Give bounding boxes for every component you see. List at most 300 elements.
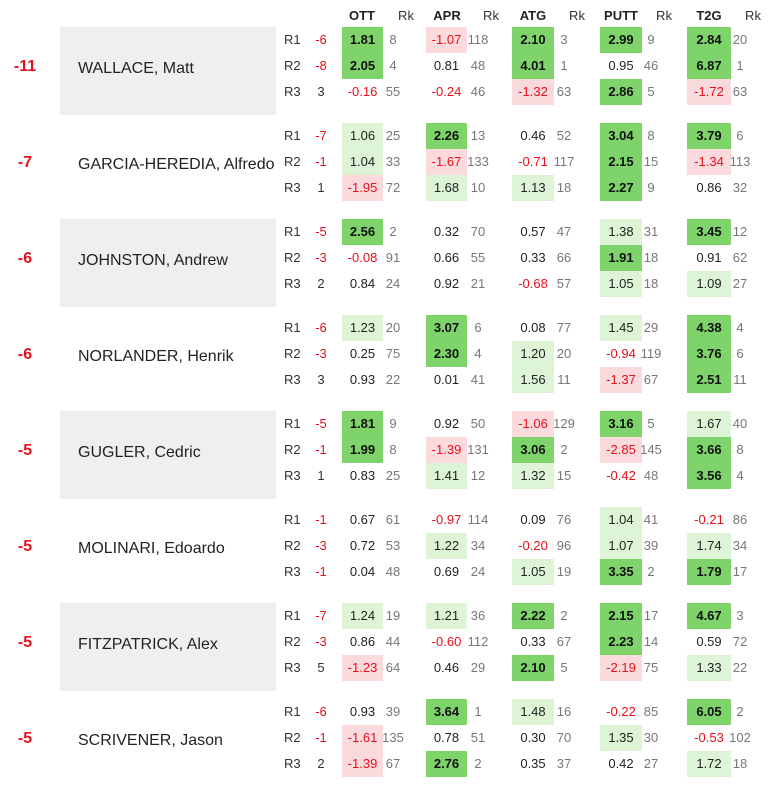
atg-rank: 76 — [556, 512, 572, 527]
t2g-value: 2.84 — [687, 27, 731, 53]
ott-rank: 135 — [382, 730, 404, 745]
apr-value: -1.67 — [426, 149, 467, 175]
round-row — [276, 629, 776, 655]
player-total-score: -7 — [17, 154, 33, 171]
apr-rank: 48 — [470, 58, 486, 73]
t2g-value: 1.33 — [687, 655, 731, 681]
apr-rank: 2 — [474, 756, 482, 771]
putt-value: 3.04 — [600, 123, 642, 149]
t2g-value: 3.66 — [687, 437, 731, 463]
apr-rank: 4 — [474, 346, 482, 361]
round-score: -6 — [315, 704, 327, 719]
round-label: R3 — [284, 660, 301, 675]
atg-rank: 63 — [556, 84, 572, 99]
putt-rank: 48 — [643, 468, 659, 483]
atg-rank: 16 — [556, 704, 572, 719]
player-block — [0, 411, 776, 507]
round-row — [276, 507, 776, 533]
putt-rank: 31 — [643, 224, 659, 239]
ott-rank: 48 — [385, 564, 401, 579]
putt-rank: 14 — [643, 634, 659, 649]
round-label: R1 — [284, 512, 301, 527]
putt-rank: 41 — [643, 512, 659, 527]
t2g-value: 3.76 — [687, 341, 731, 367]
round-row — [276, 463, 776, 489]
t2g-rank: 6 — [736, 346, 744, 361]
apr-rank: 29 — [470, 660, 486, 675]
ott-value: 0.67 — [349, 512, 376, 527]
round-score: -6 — [315, 32, 327, 47]
atg-rank: 77 — [556, 320, 572, 335]
putt-value: 0.95 — [608, 58, 634, 73]
putt-value: 3.35 — [600, 559, 642, 585]
t2g-rank: 22 — [732, 660, 748, 675]
round-label: R1 — [284, 128, 301, 143]
apr-rank: 1 — [474, 704, 482, 719]
ott-value: 0.83 — [349, 468, 376, 483]
putt-value: 1.05 — [600, 271, 642, 297]
apr-rank: 131 — [467, 442, 489, 457]
round-score: -3 — [315, 250, 327, 265]
t2g-value: 3.45 — [687, 219, 731, 245]
player-block — [0, 315, 776, 411]
ott-value: -1.39 — [342, 751, 383, 777]
putt-rank: 9 — [647, 32, 655, 47]
t2g-rank: 1 — [736, 58, 744, 73]
player-name-cell — [60, 603, 276, 691]
putt-rank: 39 — [643, 538, 659, 553]
putt-rank: 46 — [643, 58, 659, 73]
round-label: R2 — [284, 58, 301, 73]
atg-value: -1.32 — [512, 79, 554, 105]
putt-rank: 75 — [643, 660, 659, 675]
putt-value: 1.35 — [600, 725, 642, 751]
t2g-value: 0.59 — [696, 634, 722, 649]
atg-rank: 47 — [556, 224, 572, 239]
t2g-rank: 27 — [732, 276, 748, 291]
t2g-value: -1.34 — [687, 149, 731, 175]
ott-rank: 25 — [385, 128, 401, 143]
round-score: -1 — [315, 564, 327, 579]
round-row — [276, 341, 776, 367]
player-name: NORLANDER, Henrik — [78, 348, 234, 365]
player-block — [0, 699, 776, 795]
t2g-value: 2.51 — [687, 367, 731, 393]
t2g-value: 3.56 — [687, 463, 731, 489]
ott-rank: 24 — [385, 276, 401, 291]
round-label: R3 — [284, 372, 301, 387]
round-row — [276, 751, 776, 777]
putt-rank: 30 — [643, 730, 659, 745]
atg-value: -0.20 — [518, 538, 548, 553]
t2g-rank: 20 — [732, 32, 748, 47]
round-row — [276, 315, 776, 341]
apr-rank: 118 — [467, 32, 489, 47]
atg-rank: 67 — [556, 634, 572, 649]
putt-value: -2.19 — [600, 655, 642, 681]
round-score: -3 — [315, 538, 327, 553]
ott-rank: 64 — [385, 660, 401, 675]
t2g-value: 3.79 — [687, 123, 731, 149]
ott-rank: 91 — [385, 250, 401, 265]
round-score: 2 — [317, 756, 325, 771]
ott-rank: 8 — [389, 442, 397, 457]
round-score: 1 — [317, 468, 325, 483]
ott-rank: 75 — [385, 346, 401, 361]
player-block — [0, 27, 776, 123]
putt-value: 1.04 — [600, 507, 642, 533]
putt-value: 3.16 — [600, 411, 642, 437]
player-total-score: -5 — [17, 730, 33, 747]
round-label: R3 — [284, 564, 301, 579]
putt-rank: 2 — [647, 564, 655, 579]
round-label: R1 — [284, 32, 301, 47]
t2g-value: 1.67 — [687, 411, 731, 437]
apr-rank: 41 — [470, 372, 486, 387]
header-apr-rank: Rk — [483, 8, 499, 23]
round-score: -3 — [315, 346, 327, 361]
atg-rank: 2 — [560, 608, 568, 623]
t2g-value: 4.67 — [687, 603, 731, 629]
round-label: R2 — [284, 154, 301, 169]
round-row — [276, 533, 776, 559]
apr-rank: 10 — [470, 180, 486, 195]
t2g-rank: 34 — [732, 538, 748, 553]
round-row — [276, 79, 776, 105]
round-row — [276, 655, 776, 681]
ott-value: 0.04 — [349, 564, 376, 579]
round-score: -5 — [315, 416, 327, 431]
round-score: -7 — [315, 128, 327, 143]
player-total-score: -5 — [17, 634, 33, 651]
t2g-rank: 4 — [736, 468, 744, 483]
round-row — [276, 123, 776, 149]
atg-value: 1.56 — [512, 367, 554, 393]
apr-value: 2.30 — [426, 341, 467, 367]
apr-rank: 36 — [470, 608, 486, 623]
apr-rank: 21 — [470, 276, 486, 291]
player-name: WALLACE, Matt — [78, 60, 194, 77]
header-atg-rank: Rk — [569, 8, 585, 23]
atg-rank: 37 — [556, 756, 572, 771]
atg-rank: 129 — [553, 416, 575, 431]
ott-value: -0.08 — [347, 250, 378, 265]
putt-value: -0.42 — [606, 468, 636, 483]
apr-value: 0.69 — [433, 564, 460, 579]
putt-value: -1.37 — [600, 367, 642, 393]
t2g-rank: 113 — [729, 154, 751, 169]
round-label: R2 — [284, 634, 301, 649]
ott-value: 0.84 — [349, 276, 376, 291]
atg-value: 0.33 — [520, 634, 546, 649]
player-name: FITZPATRICK, Alex — [78, 636, 218, 653]
apr-value: 0.81 — [433, 58, 460, 73]
atg-value: 1.20 — [512, 341, 554, 367]
putt-rank: 18 — [643, 276, 659, 291]
player-total-score: -11 — [13, 58, 37, 75]
ott-value: -0.16 — [347, 84, 378, 99]
putt-rank: 67 — [643, 372, 659, 387]
player-name: MOLINARI, Edoardo — [78, 540, 225, 557]
atg-rank: 70 — [556, 730, 572, 745]
atg-value: 2.22 — [512, 603, 554, 629]
round-label: R3 — [284, 756, 301, 771]
atg-rank: 18 — [556, 180, 572, 195]
player-name-cell — [60, 219, 276, 307]
atg-value: 1.48 — [512, 699, 554, 725]
atg-value: -0.68 — [518, 276, 548, 291]
round-row — [276, 411, 776, 437]
atg-value: -0.71 — [518, 154, 548, 169]
t2g-rank: 62 — [732, 250, 748, 265]
atg-value: 0.30 — [520, 730, 546, 745]
header-ott-rank: Rk — [398, 8, 414, 23]
apr-value: -1.07 — [426, 27, 467, 53]
apr-value: 0.92 — [433, 276, 460, 291]
ott-value: -1.95 — [342, 175, 383, 201]
player-total-score: -6 — [17, 346, 33, 363]
round-label: R1 — [284, 320, 301, 335]
round-label: R1 — [284, 416, 301, 431]
round-label: R1 — [284, 224, 301, 239]
round-label: R2 — [284, 538, 301, 553]
apr-value: 1.22 — [426, 533, 467, 559]
ott-rank: 67 — [385, 756, 401, 771]
putt-value: -0.22 — [606, 704, 636, 719]
round-label: R3 — [284, 180, 301, 195]
ott-value: 0.93 — [349, 372, 376, 387]
player-total-score: -5 — [17, 442, 33, 459]
round-row — [276, 27, 776, 53]
round-score: -1 — [315, 512, 327, 527]
round-label: R1 — [284, 608, 301, 623]
atg-rank: 3 — [560, 32, 568, 47]
t2g-value: -1.72 — [687, 79, 731, 105]
round-label: R1 — [284, 704, 301, 719]
t2g-value: 1.72 — [687, 751, 731, 777]
putt-value: 2.15 — [600, 603, 642, 629]
ott-value: 1.06 — [342, 123, 383, 149]
apr-value: 1.41 — [426, 463, 467, 489]
player-total-score: -6 — [17, 250, 33, 267]
atg-value: 0.46 — [520, 128, 546, 143]
apr-rank: 50 — [470, 416, 486, 431]
round-label: R3 — [284, 84, 301, 99]
round-score: -1 — [315, 154, 327, 169]
putt-rank: 17 — [643, 608, 659, 623]
apr-rank: 13 — [470, 128, 486, 143]
header-t2g-rank: Rk — [745, 8, 761, 23]
ott-rank: 20 — [385, 320, 401, 335]
atg-rank: 15 — [556, 468, 572, 483]
apr-rank: 70 — [470, 224, 486, 239]
ott-rank: 33 — [385, 154, 401, 169]
t2g-rank: 8 — [736, 442, 744, 457]
ott-value: 1.81 — [342, 27, 383, 53]
t2g-rank: 4 — [736, 320, 744, 335]
round-score: -5 — [315, 224, 327, 239]
round-row — [276, 149, 776, 175]
t2g-value: 1.09 — [687, 271, 731, 297]
round-score: -6 — [315, 320, 327, 335]
apr-value: -0.60 — [431, 634, 462, 649]
t2g-rank: 32 — [732, 180, 748, 195]
putt-rank: 18 — [643, 250, 659, 265]
atg-value: 0.35 — [520, 756, 546, 771]
apr-rank: 24 — [470, 564, 486, 579]
apr-rank: 6 — [474, 320, 482, 335]
round-row — [276, 699, 776, 725]
putt-rank: 85 — [643, 704, 659, 719]
apr-rank: 34 — [470, 538, 486, 553]
player-name: GARCIA-HEREDIA, Alfredo — [78, 156, 275, 173]
putt-value: 1.38 — [600, 219, 642, 245]
atg-value: 0.08 — [520, 320, 546, 335]
ott-value: 2.56 — [342, 219, 383, 245]
atg-rank: 96 — [556, 538, 572, 553]
player-name-cell — [60, 699, 276, 787]
player-name: JOHNSTON, Andrew — [78, 252, 228, 269]
t2g-rank: 86 — [732, 512, 748, 527]
apr-value: 3.07 — [426, 315, 467, 341]
apr-value: 1.21 — [426, 603, 467, 629]
putt-rank: 5 — [647, 416, 655, 431]
putt-value: 1.07 — [600, 533, 642, 559]
player-block — [0, 507, 776, 603]
ott-rank: 61 — [385, 512, 401, 527]
apr-value: 0.46 — [433, 660, 460, 675]
player-block — [0, 123, 776, 219]
header-ott: OTT — [349, 8, 375, 23]
apr-value: 0.01 — [433, 372, 460, 387]
t2g-value: -0.53 — [694, 730, 724, 745]
ott-value: 1.04 — [342, 149, 383, 175]
round-score: 5 — [317, 660, 325, 675]
t2g-rank: 102 — [729, 730, 751, 745]
atg-value: 2.10 — [512, 27, 554, 53]
atg-value: -1.06 — [512, 411, 554, 437]
ott-value: 1.81 — [342, 411, 383, 437]
ott-rank: 2 — [389, 224, 397, 239]
player-name-cell — [60, 315, 276, 403]
apr-value: 1.68 — [426, 175, 467, 201]
round-row — [276, 271, 776, 297]
putt-value: 2.27 — [600, 175, 642, 201]
atg-rank: 52 — [556, 128, 572, 143]
header-apr: APR — [433, 8, 461, 23]
ott-rank: 8 — [389, 32, 397, 47]
atg-rank: 11 — [557, 372, 571, 387]
apr-rank: 46 — [470, 84, 486, 99]
putt-rank: 9 — [647, 180, 655, 195]
apr-value: -1.39 — [426, 437, 467, 463]
putt-value: 2.15 — [600, 149, 642, 175]
atg-rank: 1 — [560, 58, 568, 73]
apr-value: 2.26 — [426, 123, 467, 149]
ott-value: 0.93 — [349, 704, 376, 719]
apr-value: 2.76 — [426, 751, 467, 777]
ott-value: 1.24 — [342, 603, 383, 629]
t2g-value: 6.05 — [687, 699, 731, 725]
ott-rank: 53 — [385, 538, 401, 553]
round-score: 3 — [317, 372, 325, 387]
atg-value: 3.06 — [512, 437, 554, 463]
round-label: R2 — [284, 250, 301, 265]
putt-rank: 145 — [640, 442, 662, 457]
round-score: -8 — [315, 58, 327, 73]
t2g-rank: 18 — [732, 756, 748, 771]
apr-value: 0.92 — [433, 416, 460, 431]
apr-rank: 51 — [470, 730, 486, 745]
putt-value: 2.99 — [600, 27, 642, 53]
round-score: -3 — [315, 634, 327, 649]
atg-rank: 5 — [560, 660, 568, 675]
ott-rank: 44 — [385, 634, 401, 649]
ott-value: 0.25 — [349, 346, 376, 361]
round-label: R2 — [284, 346, 301, 361]
t2g-rank: 63 — [732, 84, 748, 99]
player-name: SCRIVENER, Jason — [78, 732, 223, 749]
player-name-cell — [60, 411, 276, 499]
ott-rank: 55 — [385, 84, 401, 99]
atg-rank: 117 — [553, 154, 575, 169]
atg-rank: 57 — [556, 276, 572, 291]
putt-value: 2.23 — [600, 629, 642, 655]
round-row — [276, 245, 776, 271]
atg-value: 0.09 — [520, 512, 546, 527]
t2g-rank: 2 — [736, 704, 744, 719]
putt-rank: 27 — [643, 756, 659, 771]
player-name-cell — [60, 27, 276, 115]
putt-rank: 8 — [647, 128, 655, 143]
apr-value: 3.64 — [426, 699, 467, 725]
round-score: 2 — [317, 276, 325, 291]
header-putt-rank: Rk — [656, 8, 672, 23]
t2g-value: 6.87 — [687, 53, 731, 79]
ott-value: 1.23 — [342, 315, 383, 341]
t2g-rank: 11 — [733, 372, 747, 387]
apr-value: 0.78 — [433, 730, 460, 745]
round-row — [276, 559, 776, 585]
atg-value: 0.57 — [520, 224, 546, 239]
ott-value: 2.05 — [342, 53, 383, 79]
player-name: GUGLER, Cedric — [78, 444, 201, 461]
round-row — [276, 437, 776, 463]
round-label: R3 — [284, 468, 301, 483]
ott-rank: 22 — [385, 372, 401, 387]
apr-rank: 133 — [467, 154, 489, 169]
player-block — [0, 219, 776, 315]
t2g-rank: 6 — [736, 128, 744, 143]
putt-value: -0.94 — [606, 346, 636, 361]
ott-rank: 72 — [385, 180, 401, 195]
header-atg: ATG — [519, 8, 547, 23]
t2g-value: 1.79 — [687, 559, 731, 585]
apr-rank: 55 — [470, 250, 486, 265]
header-t2g: T2G — [696, 8, 722, 23]
apr-value: -0.24 — [431, 84, 462, 99]
ott-rank: 9 — [389, 416, 397, 431]
t2g-rank: 12 — [732, 224, 748, 239]
ott-value: 0.72 — [349, 538, 376, 553]
atg-rank: 2 — [560, 442, 568, 457]
apr-value: -0.97 — [431, 512, 462, 527]
ott-value: -1.61 — [342, 725, 383, 751]
t2g-rank: 17 — [732, 564, 748, 579]
atg-value: 1.32 — [512, 463, 554, 489]
putt-rank: 15 — [643, 154, 659, 169]
round-score: -1 — [315, 442, 327, 457]
